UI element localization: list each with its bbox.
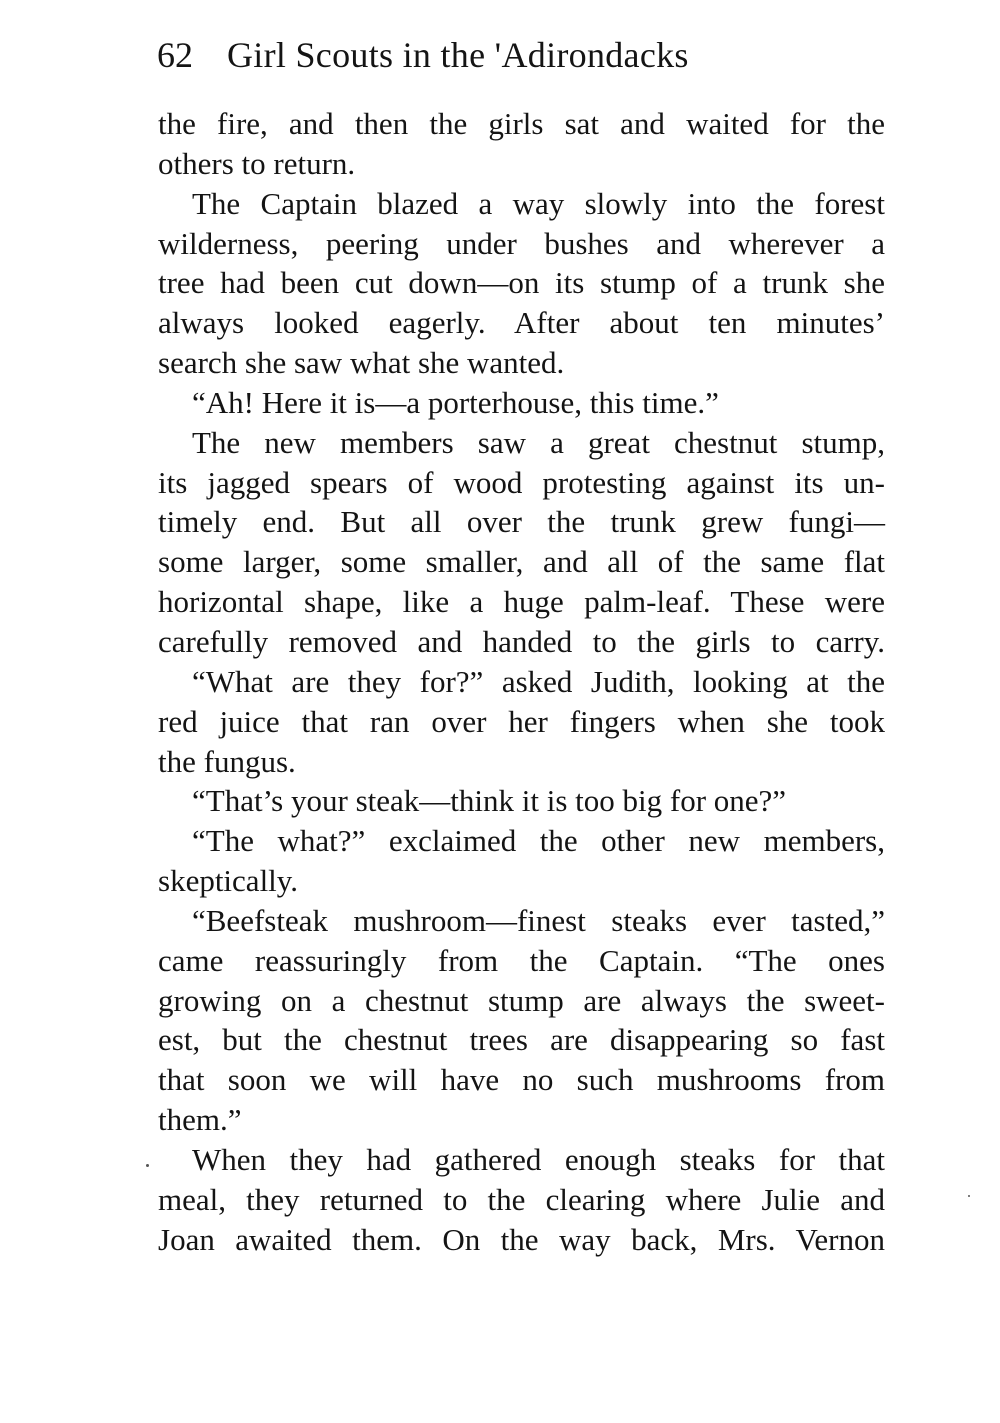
- text-line: skeptically.: [158, 863, 299, 899]
- text-line: search she saw what she wanted.: [158, 345, 565, 381]
- text-line: wilderness, peering under bushes and wherever a: [158, 225, 885, 261]
- text-line: tree had been cut down—on its stump of a trunk she: [158, 265, 885, 301]
- text-line: “Ah! Here it is—a porterhouse, this time.”: [192, 384, 719, 420]
- body-text: [158, 104, 885, 1259]
- text-line: that soon we will have no such mushrooms from: [158, 1062, 885, 1098]
- text-line: growing on a chestnut stump are always the sweet-: [158, 982, 885, 1018]
- text-line: “That’s your steak—think it is too big for one?”: [192, 783, 787, 819]
- text-line: red juice that ran over her fingers when she took: [158, 703, 885, 739]
- text-line: its jagged spears of wood protesting against its un-: [158, 464, 885, 500]
- text-line: carefully removed and handed to the girls to carry.: [158, 623, 885, 659]
- text-line: them.”: [158, 1102, 242, 1138]
- text-line: When they had gathered enough steaks for that: [192, 1141, 885, 1177]
- running-head: [157, 30, 897, 80]
- scan-speck: [146, 1164, 149, 1167]
- text-line: “What are they for?” asked Judith, looking at the: [192, 663, 885, 699]
- text-line: “The what?” exclaimed the other new members,: [192, 823, 885, 859]
- text-line: came reassuringly from the Captain. “The ones: [158, 942, 885, 978]
- text-line: “Beefsteak mushroom—finest steaks ever tasted,”: [192, 902, 885, 938]
- text-line: The Captain blazed a way slowly into the forest: [192, 185, 885, 221]
- text-line: Joan awaited them. On the way back, Mrs. Vernon: [158, 1221, 885, 1257]
- text-line: others to return.: [158, 145, 356, 181]
- page-number: 62: [157, 35, 193, 75]
- book-title: Girl Scouts in the 'Adirondacks: [227, 35, 689, 75]
- text-line: the fungus.: [158, 743, 296, 779]
- text-line: meal, they returned to the clearing where Julie and: [158, 1181, 885, 1217]
- text-line: timely end. But all over the trunk grew fungi—: [158, 504, 885, 540]
- scan-speck: [968, 1195, 970, 1197]
- text-line: always looked eagerly. After about ten minutes’: [158, 305, 885, 341]
- text-line: horizontal shape, like a huge palm-leaf. These were: [158, 584, 885, 620]
- text-line: the fire, and then the girls sat and waited for the: [158, 106, 885, 141]
- text-line: some larger, some smaller, and all of the same flat: [158, 544, 885, 580]
- text-line: est, but the chestnut trees are disappearing so fast: [158, 1022, 885, 1058]
- text-line: The new members saw a great chestnut stump,: [192, 424, 885, 460]
